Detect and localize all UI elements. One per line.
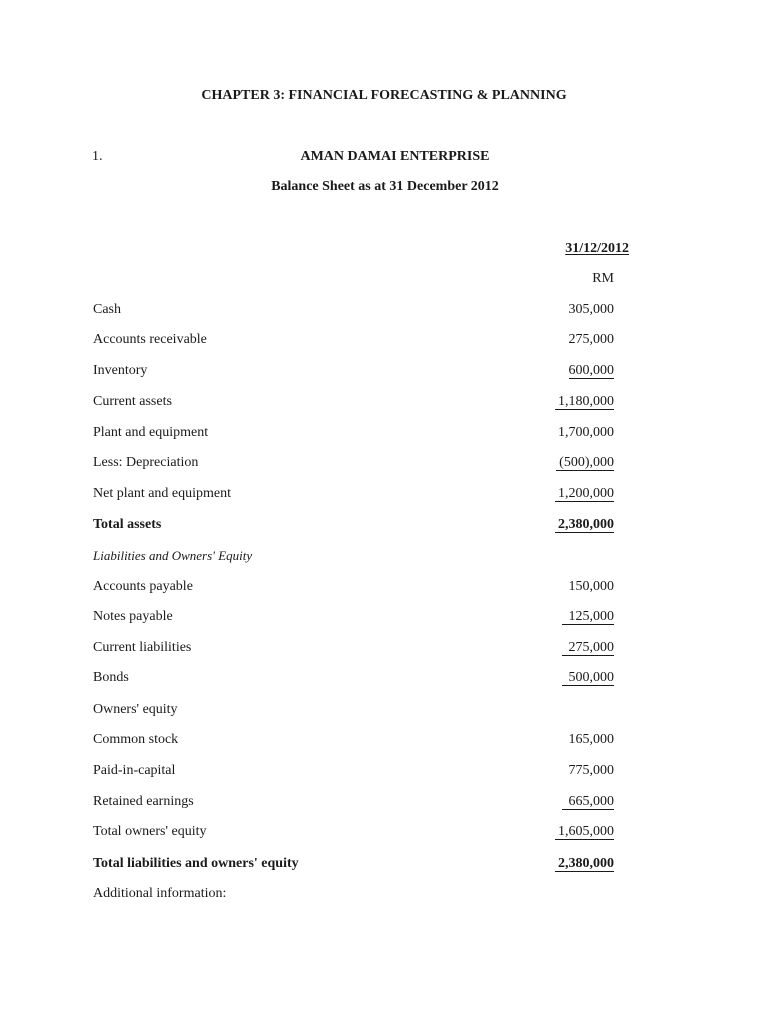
table-row-total-assets [0,517,768,537]
row-value: 1,605,000 [555,824,614,840]
row-value: 150,000 [568,579,614,594]
currency-unit: RM [592,271,614,286]
row-value: 1,180,000 [555,394,614,410]
table-row-inventory [0,363,768,383]
row-value: (500),000 [556,455,614,471]
row-value: 305,000 [568,302,614,317]
row-label: Notes payable [93,609,173,624]
table-row-retained-earnings [0,794,768,814]
row-value: 500,000 [562,670,615,686]
table-row-total-owners-equity [0,824,768,844]
table-row-current-assets [0,394,768,414]
table-row-depreciation [0,455,768,475]
row-label: Inventory [93,363,148,378]
row-label: Paid-in-capital [93,763,176,778]
chapter-title: CHAPTER 3: FINANCIAL FORECASTING & PLANNING [201,88,567,103]
statement-title: Balance Sheet as at 31 December 2012 [271,179,499,194]
row-value: 1,200,000 [555,486,614,502]
table-row-paid-in-capital [0,763,768,783]
row-label: Additional information: [93,886,227,901]
row-label: Owners' equity [93,702,178,717]
additional-information-heading [0,886,768,906]
table-row-accounts-payable [0,579,768,599]
row-label: Plant and equipment [93,425,209,440]
row-label: Current liabilities [93,640,192,655]
section-heading-liabilities [0,548,768,568]
row-value: 125,000 [562,609,615,625]
table-row-net-plant [0,486,768,506]
row-value: 2,380,000 [555,856,614,872]
row-value: 665,000 [562,794,615,810]
table-row-common-stock [0,732,768,752]
row-label: Less: Depreciation [93,455,199,470]
question-number: 1. [92,149,103,164]
row-label: Accounts receivable [93,332,207,347]
table-row-total-liabilities-equity [0,856,768,876]
row-value: 600,000 [568,363,614,378]
row-value: 775,000 [568,763,614,778]
table-row-plant-equipment [0,425,768,445]
table-row-notes-payable [0,609,768,629]
company-name: AMAN DAMAI ENTERPRISE [300,149,490,164]
section-heading-owners-equity [0,702,768,722]
table-row-accounts-receivable [0,332,768,352]
row-label: Total assets [93,517,162,532]
table-row-cash [0,302,768,322]
row-label: Current assets [93,394,172,409]
row-label: Accounts payable [93,579,193,594]
table-row-current-liabilities [0,640,768,660]
row-label: Retained earnings [93,794,194,809]
row-value: 2,380,000 [555,517,614,533]
row-label: Total liabilities and owners' equity [93,856,299,871]
row-value: 1,700,000 [558,425,614,440]
row-value: 275,000 [562,640,615,656]
row-label: Net plant and equipment [93,486,232,501]
row-value: 275,000 [568,332,614,347]
column-header-date: 31/12/2012 [565,241,629,256]
row-label: Common stock [93,732,179,747]
row-label: Cash [93,302,121,317]
row-label: Bonds [93,670,129,685]
table-row-bonds [0,670,768,690]
row-value: 165,000 [568,732,614,747]
row-label: Total owners' equity [93,824,207,839]
row-label: Liabilities and Owners' Equity [93,548,253,563]
